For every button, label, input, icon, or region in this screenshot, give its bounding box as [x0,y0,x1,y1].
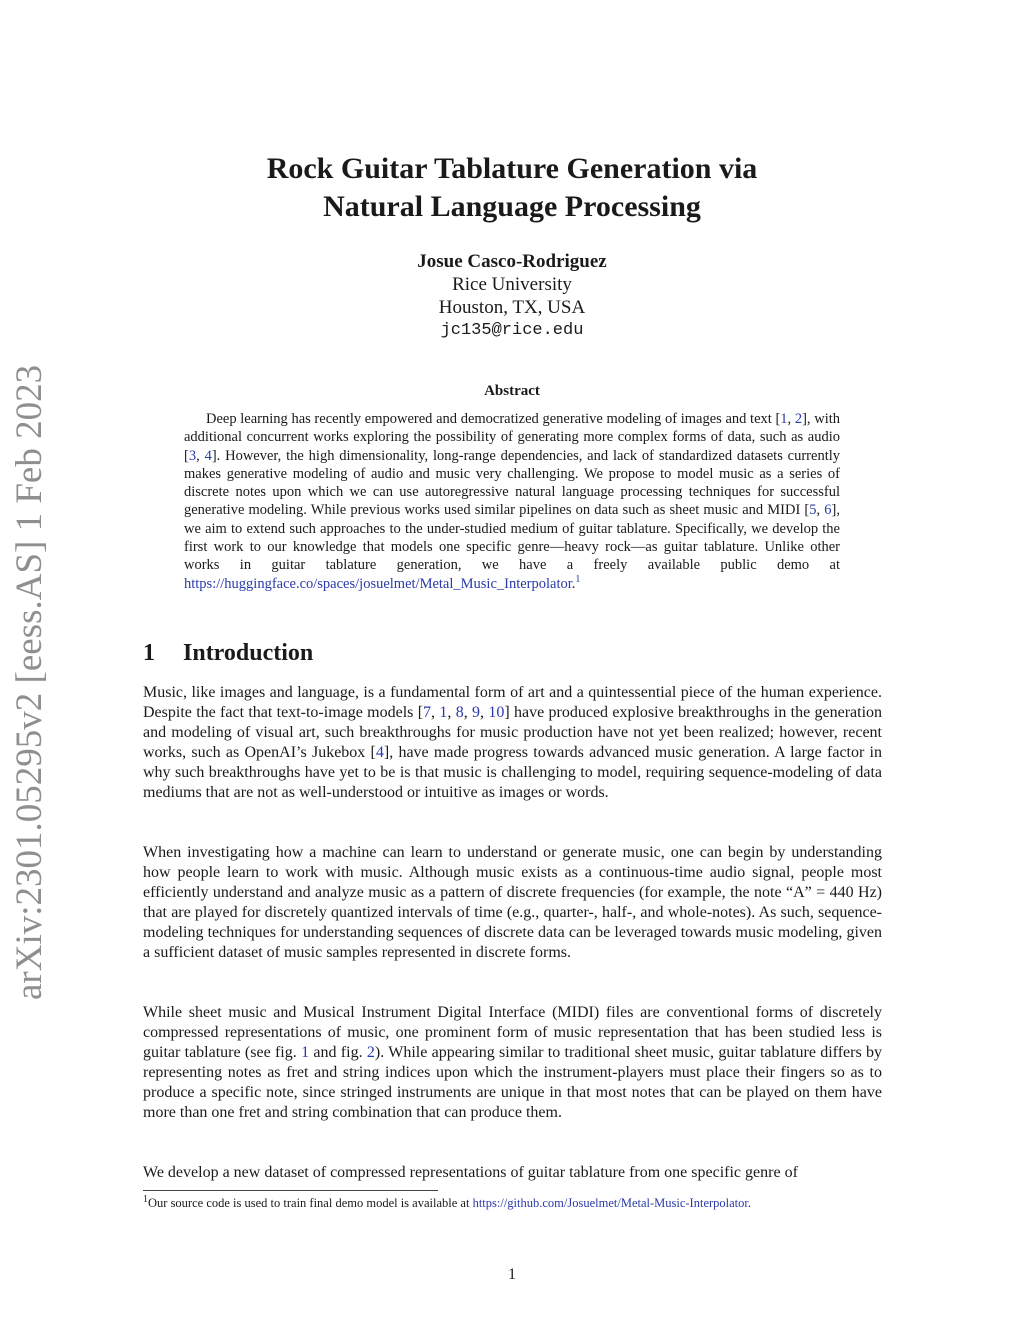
citation-link[interactable]: 9 [472,704,481,721]
citation-link[interactable]: 10 [488,704,505,721]
author-affiliation: Rice University [452,274,572,295]
citation-link[interactable]: 6 [824,502,832,519]
author-location: Houston, TX, USA [438,297,586,318]
footnote-number: 1 [143,1193,148,1205]
citation-link[interactable]: 5 [809,502,817,519]
citation-link[interactable]: 8 [455,704,464,721]
paper-title [0,150,1024,226]
section-title: Introduction [183,640,314,666]
citation-link[interactable]: 4 [375,744,384,761]
footnote-marker[interactable]: 1 [575,573,581,585]
citation-link[interactable]: 7 [423,704,432,721]
paragraph-3: While sheet music and Musical Instrument Digital Interface (MIDI) files are conventional forms of discretely compressed representations of music, one prominent form of music representation that has been studied less is guitar tablature (see fig. 1 and fig. 2). While appearing similar to traditional sheet music, guitar tablature differs by representing notes as fret and string indices upon which the instrument-players must place their fingers so as to produce a specific note, since stringed instruments are unique in that most notes that can be played on them have more than one fret and string combination that can produce them. [143,1004,883,1121]
title-line-2: Natural Language Processing [323,190,701,223]
demo-link[interactable]: https://huggingface.co/spaces/josuelmet/Metal_Music_Interpolator [184,575,572,592]
author-name: Josue Casco-Rodriguez [417,251,607,272]
paragraph-2: When investigating how a machine can learn to understand or generate music, one can begin by understanding how people learn to work with music. Although music exists as a continuous-time audio signal, people most efficiently understand and analyze music as a pattern of discrete frequencies (for example, the note “A” = 440 Hz) that are played for discretely quantized intervals of time (e.g., quarter-, half-, and whole-notes). As such, sequence-modeling techniques for understanding sequences of discrete data can be leveraged towards music modeling, given a sufficient dataset of music samples represented in discrete forms. [143,844,882,961]
citation-link[interactable]: 2 [794,411,803,427]
citation-link[interactable]: 1 [439,704,448,721]
abstract-body: Deep learning has recently empowered and democratized generative modeling of images and text [1, 2], with additional concurrent works exploring the possibility of generating more complex forms of data, such as audio [3, 4]. However, the high dimensionality, long-range dependencies, and lack of standardized datasets currently makes generative modeling of audio and music very challenging. We propose to model music as a series of discrete notes upon which we can use autoregressive natural language processing techniques for successful generative modeling. While previous works used similar pipelines on data such as sheet music and MIDI [5, 6], we aim to extend such approaches to the under-studied medium of guitar tablature. Specifically, we develop the first work to our knowledge that models one specific genre—heavy rock—as guitar tablature. Unlike other works in guitar tablature generation, we have a freely available public demo at https://huggingface.co/spaces/josuelmet/Metal_Music_Interpolator.$^1$ [184,411,841,592]
arxiv-identifier: arXiv:2301.05295v2 [eess.AS] 1 Feb 2023 [9,364,50,1000]
page-number: 1 [508,1266,516,1283]
source-code-link[interactable]: https://github.com/Josuelmet/Metal-Music-Interpolator [472,1196,748,1210]
title-line-1: Rock Guitar Tablature Generation via [266,152,758,185]
footnote: $^1$Our source code is used to train final demo model is available at https://github.com/Josuelmet/Metal-Music-Interpolator. [143,1193,751,1210]
section-number: 1 [143,640,155,666]
figure-ref-link[interactable]: 2 [366,1044,375,1061]
paragraph-1: Music, like images and language, is a fundamental form of art and a quintessential piece of the human experience. Despite the fact that text-to-image models [7, 1, 8, 9, 10] have produced explosive breakthroughs in the generation and modeling of visual art, such breakthroughs for music production have not yet been realized; however, recent works, such as OpenAI’s Jukebox [4], have made progress towards advanced music generation. A large factor in why such breakthroughs have yet to be is that music is challenging to model, requiring sequence-modeling of data mediums that are not as well-understood or intuitive as images or words. [143,684,883,801]
paragraph-4: We develop a new dataset of compressed representations of guitar tablature from one specific genre of [143,1164,798,1181]
section-heading [143,640,313,667]
citation-link[interactable]: 1 [780,411,788,427]
citation-link[interactable]: 4 [204,447,212,464]
footnote-rule [143,1190,438,1191]
author-email[interactable]: jc135@rice.edu [440,321,584,340]
figure-ref-link[interactable]: 1 [301,1044,310,1061]
author-block [0,250,1024,342]
abstract-heading: Abstract [484,383,540,399]
citation-link[interactable]: 3 [188,447,197,464]
